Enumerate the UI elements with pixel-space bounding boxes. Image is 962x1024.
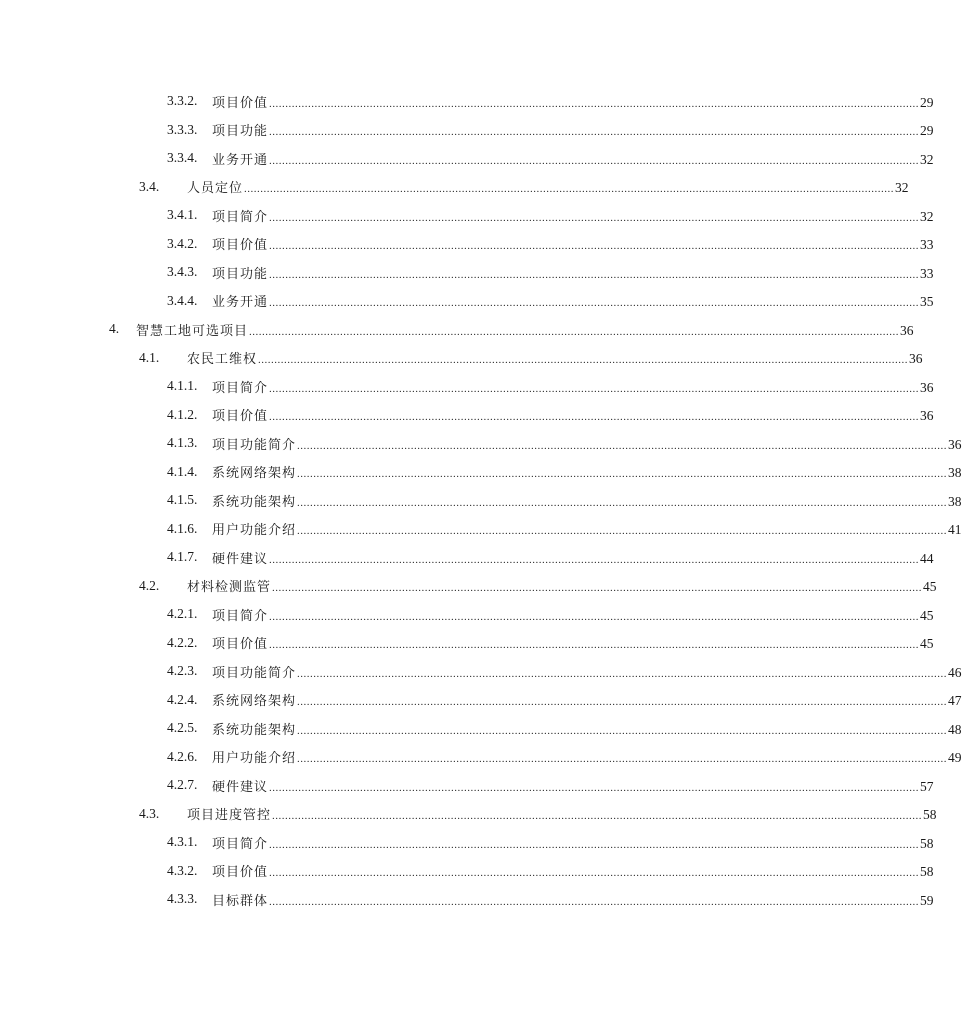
toc-entry[interactable] <box>0 230 934 259</box>
toc-entry-page-number: 46 <box>948 664 962 680</box>
dot-leader: ........................................................................................................................................................................................................ <box>269 639 920 652</box>
toc-entry-title: 项目简介 <box>212 836 269 852</box>
dot-leader: ........................................................................................................................................................................................................ <box>269 610 920 623</box>
dot-leader: ........................................................................................................................................................................................................ <box>269 867 920 880</box>
toc-entry-title: 项目价值 <box>212 238 269 254</box>
toc-entry-body <box>212 605 934 624</box>
toc-entry-title: 硬件建议 <box>212 779 269 795</box>
toc-entry-body <box>212 776 934 795</box>
toc-entry-body <box>187 576 937 596</box>
toc-entry[interactable] <box>0 515 962 544</box>
toc-entry[interactable] <box>0 258 934 287</box>
toc-entry-body <box>212 861 934 881</box>
dot-leader: ........................................................................................................................................................................................................ <box>249 325 900 338</box>
toc-entry-body <box>212 291 934 311</box>
toc-entry-title: 项目功能简介 <box>212 665 297 681</box>
dot-leader: ........................................................................................................................................................................................................ <box>244 183 895 196</box>
toc-entry-title: 系统功能架构 <box>212 494 297 510</box>
toc-entry-page-number: 36 <box>920 408 934 424</box>
toc-entry-page-number: 48 <box>948 721 962 737</box>
table-of-contents <box>0 87 962 914</box>
toc-entry-number: 4.1.3. <box>167 435 198 451</box>
dot-leader: ........................................................................................................................................................................................................ <box>258 354 909 367</box>
dot-leader: ........................................................................................................................................................................................................ <box>269 553 920 566</box>
dot-leader: ........................................................................................................................................................................................................ <box>269 211 920 224</box>
toc-entry-page-number: 58 <box>920 835 934 851</box>
toc-entry-body <box>187 177 909 197</box>
toc-entry-title: 项目价值 <box>212 865 269 881</box>
toc-entry-body <box>187 348 923 368</box>
toc-entry-title: 项目价值 <box>212 409 269 425</box>
toc-entry-title: 业务开通 <box>212 295 269 311</box>
toc-entry-title: 用户功能介绍 <box>212 523 297 539</box>
toc-entry-body <box>212 206 934 225</box>
dot-leader: ........................................................................................................................................................................................................ <box>269 838 920 851</box>
toc-entry[interactable] <box>0 686 962 715</box>
dot-leader: ........................................................................................................................................................................................................ <box>269 97 920 110</box>
toc-entry-title: 业务开通 <box>212 152 269 168</box>
toc-entry[interactable] <box>0 629 934 658</box>
toc-entry-page-number: 45 <box>920 607 934 623</box>
toc-entry[interactable] <box>0 201 934 230</box>
toc-entry-title: 项目简介 <box>212 380 269 396</box>
toc-entry[interactable] <box>0 173 909 202</box>
toc-entry[interactable] <box>0 885 934 914</box>
toc-entry[interactable] <box>0 600 934 629</box>
toc-entry[interactable] <box>0 116 934 145</box>
toc-entry-page-number: 32 <box>920 151 934 167</box>
toc-entry[interactable] <box>0 714 962 743</box>
dot-leader: ........................................................................................................................................................................................................ <box>269 895 920 908</box>
toc-entry-page-number: 58 <box>920 864 934 880</box>
toc-entry-page-number: 59 <box>920 892 934 908</box>
toc-entry-page-number: 47 <box>948 693 962 709</box>
toc-entry-body <box>212 890 934 909</box>
toc-entry[interactable] <box>0 800 937 829</box>
toc-entry-page-number: 57 <box>920 778 934 794</box>
toc-entry-number: 4.1.6. <box>167 520 198 536</box>
toc-entry-number: 4.3. <box>139 805 160 821</box>
toc-entry-number: 3.3.2. <box>167 93 198 109</box>
toc-entry[interactable] <box>0 458 962 487</box>
toc-entry-number: 4.2. <box>139 577 160 593</box>
toc-entry-page-number: 35 <box>920 294 934 310</box>
dot-leader: ........................................................................................................................................................................................................ <box>269 781 920 794</box>
toc-entry-body <box>212 377 934 396</box>
toc-entry-number: 4.2.5. <box>167 720 198 736</box>
toc-entry-number: 4.1.2. <box>167 406 198 422</box>
toc-entry-body <box>212 519 962 539</box>
toc-entry-body <box>212 263 934 282</box>
toc-entry[interactable] <box>0 344 923 373</box>
toc-entry[interactable] <box>0 857 934 886</box>
dot-leader: ........................................................................................................................................................................................................ <box>269 297 920 310</box>
toc-entry[interactable] <box>0 287 934 316</box>
dot-leader: ........................................................................................................................................................................................................ <box>269 411 920 424</box>
toc-entry[interactable] <box>0 87 934 116</box>
toc-entry[interactable] <box>0 543 934 572</box>
dot-leader: ........................................................................................................................................................................................................ <box>297 468 948 481</box>
toc-entry-title: 项目简介 <box>212 209 269 225</box>
toc-entry-body <box>212 719 962 738</box>
toc-entry-number: 4.1.4. <box>167 463 198 479</box>
toc-entry-body <box>212 491 962 510</box>
toc-entry-title: 系统功能架构 <box>212 722 297 738</box>
dot-leader: ........................................................................................................................................................................................................ <box>269 154 920 167</box>
toc-entry-number: 3.4.2. <box>167 235 198 251</box>
toc-entry-number: 3.4.4. <box>167 292 198 308</box>
toc-entry[interactable] <box>0 572 937 601</box>
dot-leader: ........................................................................................................................................................................................................ <box>297 667 948 680</box>
toc-entry-title: 硬件建议 <box>212 551 269 567</box>
toc-entry-number: 4.1.1. <box>167 378 198 394</box>
toc-entry-number: 3.4. <box>139 178 160 194</box>
toc-entry[interactable] <box>0 144 934 173</box>
toc-entry-page-number: 36 <box>948 436 962 452</box>
toc-entry-body <box>212 747 962 767</box>
toc-entry-number: 4.2.1. <box>167 606 198 622</box>
toc-entry-page-number: 33 <box>920 265 934 281</box>
toc-entry-number: 4.2.6. <box>167 748 198 764</box>
toc-entry-number: 4. <box>109 321 120 337</box>
toc-entry[interactable] <box>0 486 962 515</box>
toc-entry-title: 项目价值 <box>212 95 269 111</box>
dot-leader: ........................................................................................................................................................................................................ <box>297 753 948 766</box>
toc-entry-title: 材料检测监管 <box>187 580 272 596</box>
toc-entry-page-number: 49 <box>948 750 962 766</box>
toc-entry-page-number: 58 <box>923 807 937 823</box>
toc-entry-page-number: 45 <box>920 636 934 652</box>
toc-entry-title: 系统网络架构 <box>212 694 297 710</box>
toc-entry-page-number: 36 <box>909 351 923 367</box>
toc-entry-body <box>212 434 962 453</box>
toc-entry-number: 4.1. <box>139 349 160 365</box>
dot-leader: ........................................................................................................................................................................................................ <box>297 496 948 509</box>
toc-entry-title: 项目价值 <box>212 637 269 653</box>
dot-leader: ........................................................................................................................................................................................................ <box>269 240 920 253</box>
dot-leader: ........................................................................................................................................................................................................ <box>272 582 923 595</box>
toc-entry-body <box>212 92 934 111</box>
toc-entry-page-number: 38 <box>948 465 962 481</box>
toc-entry-body <box>212 662 962 681</box>
toc-entry-page-number: 38 <box>948 493 962 509</box>
toc-entry-page-number: 29 <box>920 94 934 110</box>
toc-entry-number: 3.3.3. <box>167 121 198 137</box>
toc-entry-body <box>212 234 934 254</box>
toc-entry-page-number: 32 <box>920 208 934 224</box>
toc-entry-number: 4.2.3. <box>167 663 198 679</box>
toc-entry-page-number: 32 <box>895 180 909 196</box>
toc-entry-title: 农民工维权 <box>187 352 258 368</box>
toc-entry[interactable] <box>0 828 934 857</box>
toc-entry[interactable] <box>0 429 962 458</box>
toc-entry-number: 4.2.2. <box>167 634 198 650</box>
dot-leader: ........................................................................................................................................................................................................ <box>297 724 948 737</box>
toc-entry-body <box>212 690 962 710</box>
dot-leader: ........................................................................................................................................................................................................ <box>269 382 920 395</box>
toc-entry[interactable] <box>0 372 934 401</box>
toc-entry-number: 4.3.1. <box>167 834 198 850</box>
dot-leader: ........................................................................................................................................................................................................ <box>297 439 948 452</box>
toc-entry-body <box>212 405 934 425</box>
toc-entry-title: 系统网络架构 <box>212 466 297 482</box>
toc-entry-body <box>187 804 937 824</box>
toc-entry-number: 4.1.5. <box>167 492 198 508</box>
toc-entry-number: 4.2.7. <box>167 777 198 793</box>
toc-entry[interactable] <box>0 401 934 430</box>
toc-entry-body <box>136 320 914 339</box>
toc-entry-page-number: 36 <box>900 322 914 338</box>
toc-entry-title: 项目简介 <box>212 608 269 624</box>
toc-entry-page-number: 29 <box>920 123 934 139</box>
toc-entry-body <box>212 149 934 168</box>
toc-entry[interactable] <box>0 657 962 686</box>
dot-leader: ........................................................................................................................................................................................................ <box>269 268 920 281</box>
toc-entry-body <box>212 462 962 482</box>
toc-entry-body <box>212 548 934 567</box>
toc-entry-number: 4.3.3. <box>167 891 198 907</box>
toc-entry[interactable] <box>0 771 934 800</box>
toc-entry-number: 3.3.4. <box>167 150 198 166</box>
toc-entry-number: 4.1.7. <box>167 549 198 565</box>
toc-entry-number: 4.3.2. <box>167 862 198 878</box>
dot-leader: ........................................................................................................................................................................................................ <box>272 810 923 823</box>
toc-entry-number: 3.4.1. <box>167 207 198 223</box>
toc-entry-title: 目标群体 <box>212 893 269 909</box>
toc-entry-page-number: 41 <box>948 522 962 538</box>
toc-entry-title: 项目功能简介 <box>212 437 297 453</box>
toc-entry-page-number: 36 <box>920 379 934 395</box>
toc-entry-title: 人员定位 <box>187 181 244 197</box>
toc-entry-page-number: 45 <box>923 579 937 595</box>
dot-leader: ........................................................................................................................................................................................................ <box>269 126 920 139</box>
toc-entry-page-number: 33 <box>920 237 934 253</box>
toc-entry-title: 项目功能 <box>212 266 269 282</box>
dot-leader: ........................................................................................................................................................................................................ <box>297 696 948 709</box>
toc-entry-title: 用户功能介绍 <box>212 751 297 767</box>
dot-leader: ........................................................................................................................................................................................................ <box>297 525 948 538</box>
toc-entry-body <box>212 633 934 653</box>
toc-entry-title: 项目进度管控 <box>187 808 272 824</box>
toc-entry[interactable] <box>0 743 962 772</box>
toc-entry-number: 4.2.4. <box>167 691 198 707</box>
toc-entry-title: 智慧工地可选项目 <box>136 323 249 339</box>
toc-entry-page-number: 44 <box>920 550 934 566</box>
toc-entry-title: 项目功能 <box>212 124 269 140</box>
toc-entry-body <box>212 120 934 140</box>
toc-entry-body <box>212 833 934 852</box>
toc-entry-number: 3.4.3. <box>167 264 198 280</box>
toc-entry[interactable] <box>0 315 914 344</box>
